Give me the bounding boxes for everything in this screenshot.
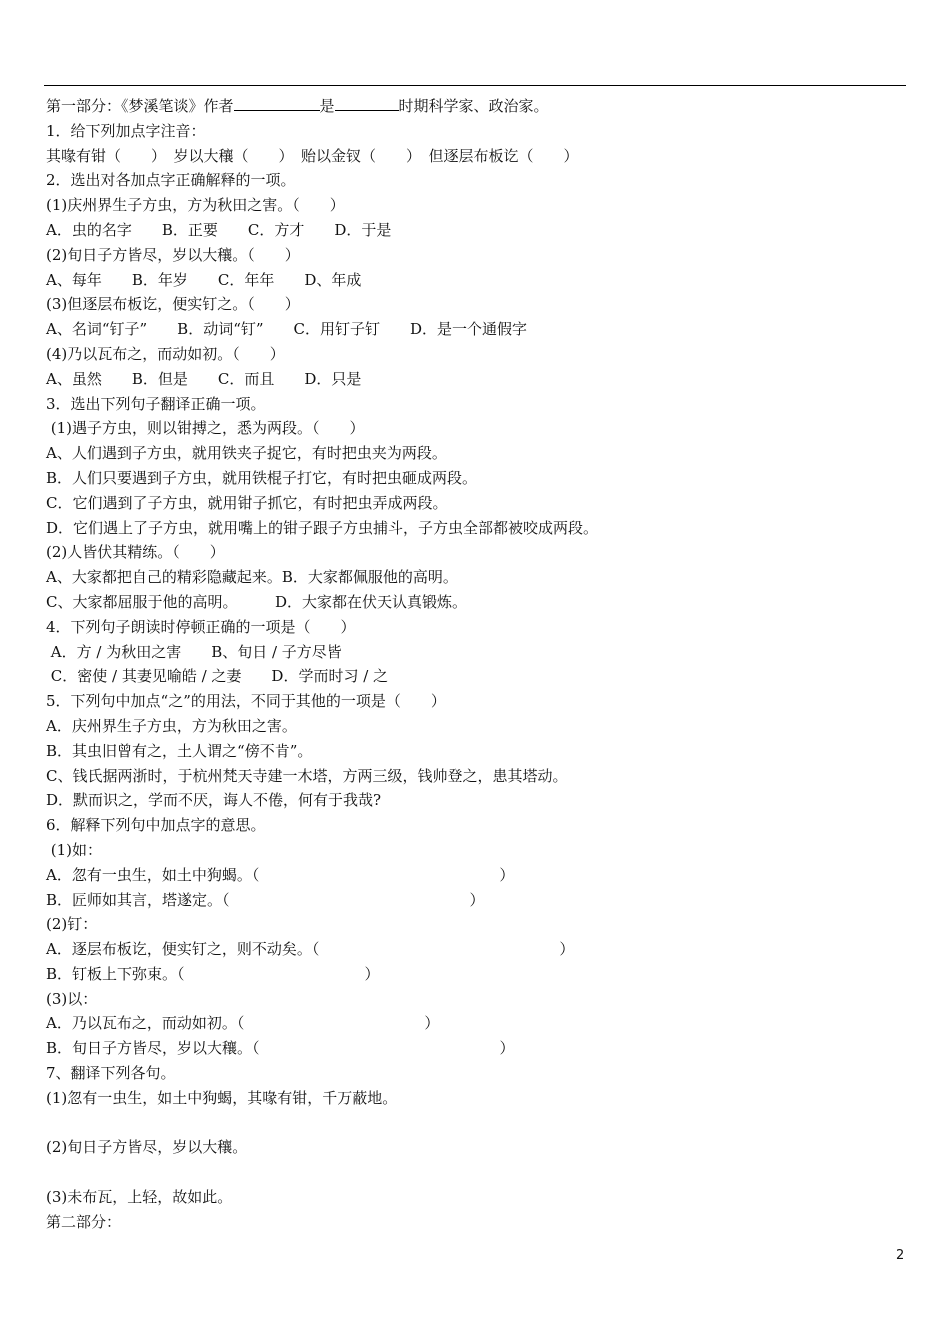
text-line: 6．解释下列句中加点字的意思。: [46, 816, 266, 835]
text-line: A．逐层布板讫，便实钉之，则不动矣。（ ）: [46, 940, 575, 959]
part1-heading: [46, 94, 906, 119]
text-line: (1)忽有一虫生，如土中狗蝎，其喙有钳，千万蔽地。: [46, 1088, 398, 1107]
text-line: (2)旬日子方皆尽，岁以大穰。（ ）: [46, 245, 300, 264]
text-line: 其喙有钳（ ） 岁以大穰（ ） 贻以金钗（ ） 但逐层布板讫（ ）: [46, 146, 579, 165]
text-line: A．乃以瓦布之，而动如初。（ ）: [46, 1014, 440, 1033]
text-line: A、名词“钉子” B．动词“钉” C．用钉子钉 D．是一个通假字: [46, 320, 528, 339]
text-line: A、大家都把自己的精彩隐藏起来。B．大家都佩服他的高明。: [46, 568, 458, 587]
text-line: 3．选出下列句子翻译正确一项。: [46, 394, 266, 413]
answer-space: [46, 1111, 906, 1136]
text-line: A、每年 B．年岁 C．年年 D、年成: [46, 270, 362, 289]
text-line: C．密使 / 其妻见喻皓 / 之妻 D．学而时习 / 之: [46, 667, 389, 686]
text-line: (2)旬日子方皆尽，岁以大穰。: [46, 1138, 248, 1157]
text-line: A．庆州界生子方虫，方为秋田之害。: [46, 716, 297, 735]
text-line: A．忽有一虫生，如土中狗蝎。（ ）: [46, 865, 515, 884]
author-blank[interactable]: [234, 96, 320, 111]
header-rule: [44, 85, 906, 86]
text-line: 2．选出对各加点字正确解释的一项。: [46, 171, 296, 190]
text-line: B．旬日子方皆尽，岁以大穰。（ ）: [46, 1039, 515, 1058]
text-line: 1．给下列加点字注音：: [46, 121, 206, 140]
part1-mid: 是: [319, 97, 335, 115]
text-line: B．钉板上下弥束。（ ）: [46, 964, 380, 983]
text-line: (1)如：: [46, 840, 103, 859]
text-line: (1)遇子方虫，则以钳搏之，悉为两段。（ ）: [46, 419, 365, 438]
text-line: A、人们遇到子方虫，就用铁夹子捉它，有时把虫夹为两段。: [46, 444, 447, 463]
text-line: 5．下列句中加点“之”的用法，不同于其他的一项是（ ）: [46, 692, 446, 711]
text-line: B．其虫旧曾有之，土人谓之“傍不肯”。: [46, 741, 313, 760]
page-number: 2: [896, 1248, 905, 1263]
text-line: C．它们遇到了子方虫，就用钳子抓它，有时把虫弄成两段。: [46, 493, 448, 512]
text-line: (3)但逐层布板讫，便实钉之。（ ）: [46, 295, 300, 314]
era-blank[interactable]: [335, 96, 399, 111]
part1-suffix: 时期科学家、政治家。: [398, 97, 549, 115]
text-line: B．人们只要遇到子方虫，就用铁棍子打它，有时把虫砸成两段。: [46, 468, 478, 487]
text-line: (1)庆州界生子方虫，方为秋田之害。（ ）: [46, 196, 345, 215]
text-line: (2)钉：: [46, 915, 98, 934]
text-line: (3)以：: [46, 989, 98, 1008]
text-line: (2)人皆伏其精练。（ ）: [46, 543, 225, 562]
text-line: (4)乃以瓦布之，而动如初。（ ）: [46, 344, 285, 363]
text-line: 7、翻译下列各句。: [46, 1064, 176, 1083]
text-line: 4．下列句子朗读时停顿正确的一项是（ ）: [46, 617, 356, 636]
text-line: A．虫的名字 B．正要 C．方才 D．于是: [46, 220, 392, 239]
text-line: B．匠师如其言，塔遂定。（ ）: [46, 890, 485, 909]
text-line: C、钱氏据两浙时，于杭州梵天寺建一木塔，方两三级，钱帅登之，患其塔动。: [46, 766, 568, 785]
text-line: A、虽然 B．但是 C．而且 D．只是: [46, 369, 362, 388]
text-line: 第二部分：: [46, 1212, 122, 1231]
text-line: D．它们遇上了子方虫，就用嘴上的钳子跟子方虫捕斗，子方虫全部都被咬成两段。: [46, 518, 599, 537]
answer-space: [46, 1160, 906, 1185]
part1-prefix: 第一部分：《梦溪笔谈》作者: [46, 97, 234, 115]
question-lines: [46, 119, 906, 1235]
document-body: [46, 94, 906, 1235]
text-line: A．方 / 为秋田之害 B、旬日 / 子方尽皆: [46, 642, 342, 661]
text-line: D．默而识之，学而不厌，诲人不倦，何有于我哉?: [46, 791, 382, 810]
text-line: C、大家都屈服于他的高明。 D．大家都在伏天认真锻炼。: [46, 592, 468, 611]
text-line: (3)未布瓦，上轻，故如此。: [46, 1188, 233, 1207]
